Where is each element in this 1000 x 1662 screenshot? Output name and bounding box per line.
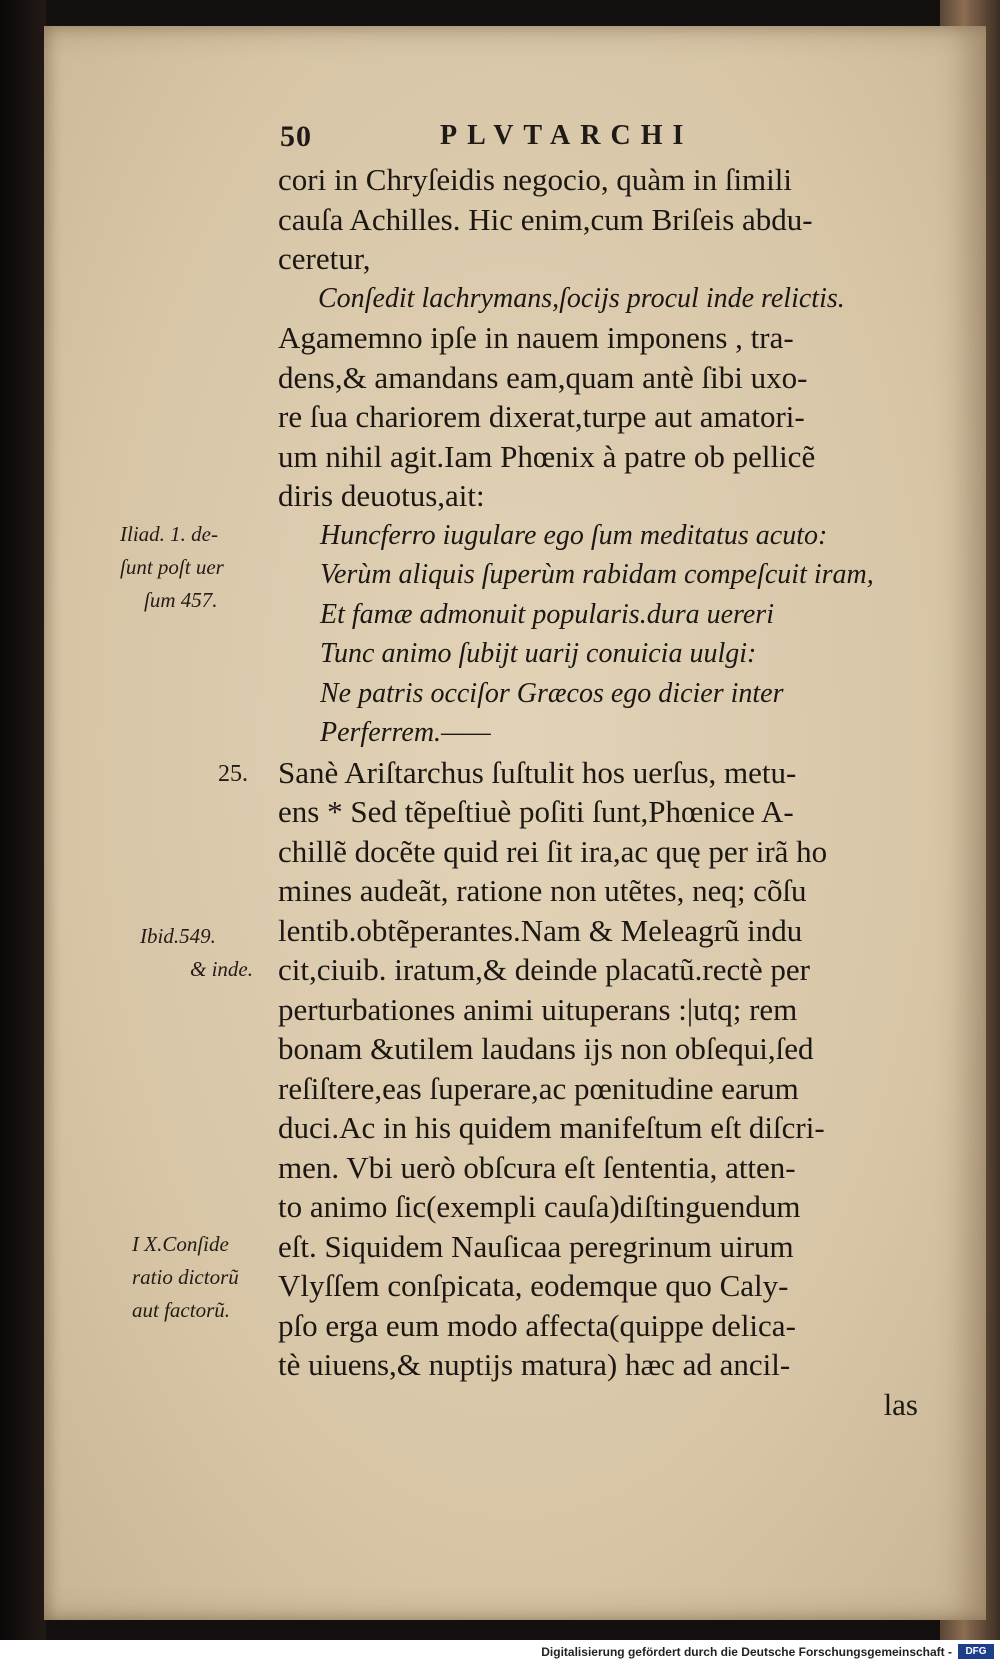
text-line: re ſua chariorem dixerat,turpe aut amatori- (278, 399, 805, 434)
text-line: duci.Ac in his quidem manifeſtum eſt diſcri- (278, 1110, 825, 1145)
margin-note-line: aut factorũ. (132, 1298, 230, 1322)
verse-line: Et famæ admonuit popularis.dura uereri (320, 598, 774, 630)
margin-note-ibid (140, 920, 253, 986)
text-line: diris deuotus,ait: (278, 478, 485, 513)
text-line: to animo ſic(exempli cauſa)diſtinguendum (278, 1189, 801, 1224)
scan-shadow-left (0, 0, 46, 1662)
text-line: mines audeãt, ratione non utẽtes, neq; cõſu (278, 873, 807, 908)
verse-line: Ne patris occiſor Græcos ego dicier inter (320, 677, 784, 709)
text-line: men. Vbi uerò obſcura eſt ſententia, atten- (278, 1149, 796, 1185)
verse-line: Conſedit lachrymans,ſocijs procul inde relictis. (318, 282, 845, 314)
footer-credit: Digitalisierung gefördert durch die Deutsche Forschungsgemeinschaft - (541, 1645, 952, 1659)
text-line: lentib.obtẽperantes.Nam & Meleagrũ indu (278, 912, 803, 948)
text-line: ceretur, (278, 241, 371, 276)
verse-line: Perferrem.—— (320, 717, 491, 748)
text-line: ens * Sed tẽpeſtiuè poſiti ſunt,Phœnice A- (278, 794, 794, 829)
catchword: las (883, 1386, 918, 1422)
verse-line: Verùm aliquis ſuperùm rabidam compeſcuit iram, (320, 559, 874, 590)
page-number: 50 (280, 120, 312, 153)
margin-note-number: 25. (218, 761, 248, 787)
margin-note-line: & inde. (190, 957, 253, 981)
body-text (278, 160, 958, 1424)
text-line: Vlyſſem conſpicata, eodemque quo Caly- (278, 1268, 789, 1303)
verse-line: Tunc animo ſubijt uarij conuicia uulgi: (320, 638, 757, 669)
text-line: tè uiuens,& nuptijs matura) hæc ad ancil- (278, 1347, 791, 1382)
margin-note-iliad (120, 518, 224, 617)
text-line: chillẽ docẽte quid rei ſit ira,ac quę per irã ho (278, 833, 828, 869)
footer-bar (0, 1640, 1000, 1662)
margin-note-line: ratio dictorũ (132, 1265, 239, 1289)
margin-note-consideratio (132, 1228, 239, 1327)
text-line: perturbationes animi uituperans :|utq; rem (278, 991, 798, 1027)
margin-note-line: ſum 457. (144, 588, 218, 612)
margin-note-line: Iliad. 1. de- (120, 522, 218, 546)
text-line: cauſa Achilles. Hic enim,cum Briſeis abdu- (278, 201, 813, 237)
text-line: pſo erga eum modo affecta(quippe delica- (278, 1307, 796, 1343)
text-line: cori in Chryſeidis negocio, quàm in ſimili (278, 162, 793, 197)
text-line: reſiſtere,eas ſuperare,ac pœnitudine earum (278, 1070, 799, 1106)
dfg-logo-icon: DFG (958, 1644, 994, 1659)
verse-line: Huncferro iugulare ego ſum meditatus acuto: (320, 519, 828, 551)
running-title: PLVTARCHI (440, 120, 694, 151)
text-line: eſt. Siquidem Nauſicaa peregrinum uirum (278, 1228, 794, 1264)
margin-note-line: I X.Conſide (132, 1232, 229, 1256)
margin-note-line: ſunt poſt uer (120, 555, 224, 579)
margin-note-line: Ibid.549. (140, 924, 216, 948)
text-line: um nihil agit.Iam Phœnix à patre ob pellicẽ (278, 438, 816, 474)
text-line: dens,& amandans eam,quam antè ſibi uxo- (278, 359, 808, 395)
text-line: bonam &utilem laudans ijs non obſequi,ſed (278, 1031, 814, 1066)
text-line: cit,ciuib. iratum,& deinde placatũ.rectè per (278, 952, 810, 987)
text-line: Agamemno ipſe in nauem imponens , tra- (278, 320, 794, 355)
text-line: Sanè Ariſtarchus ſuſtulit hos uerſus, metu- (278, 754, 797, 790)
